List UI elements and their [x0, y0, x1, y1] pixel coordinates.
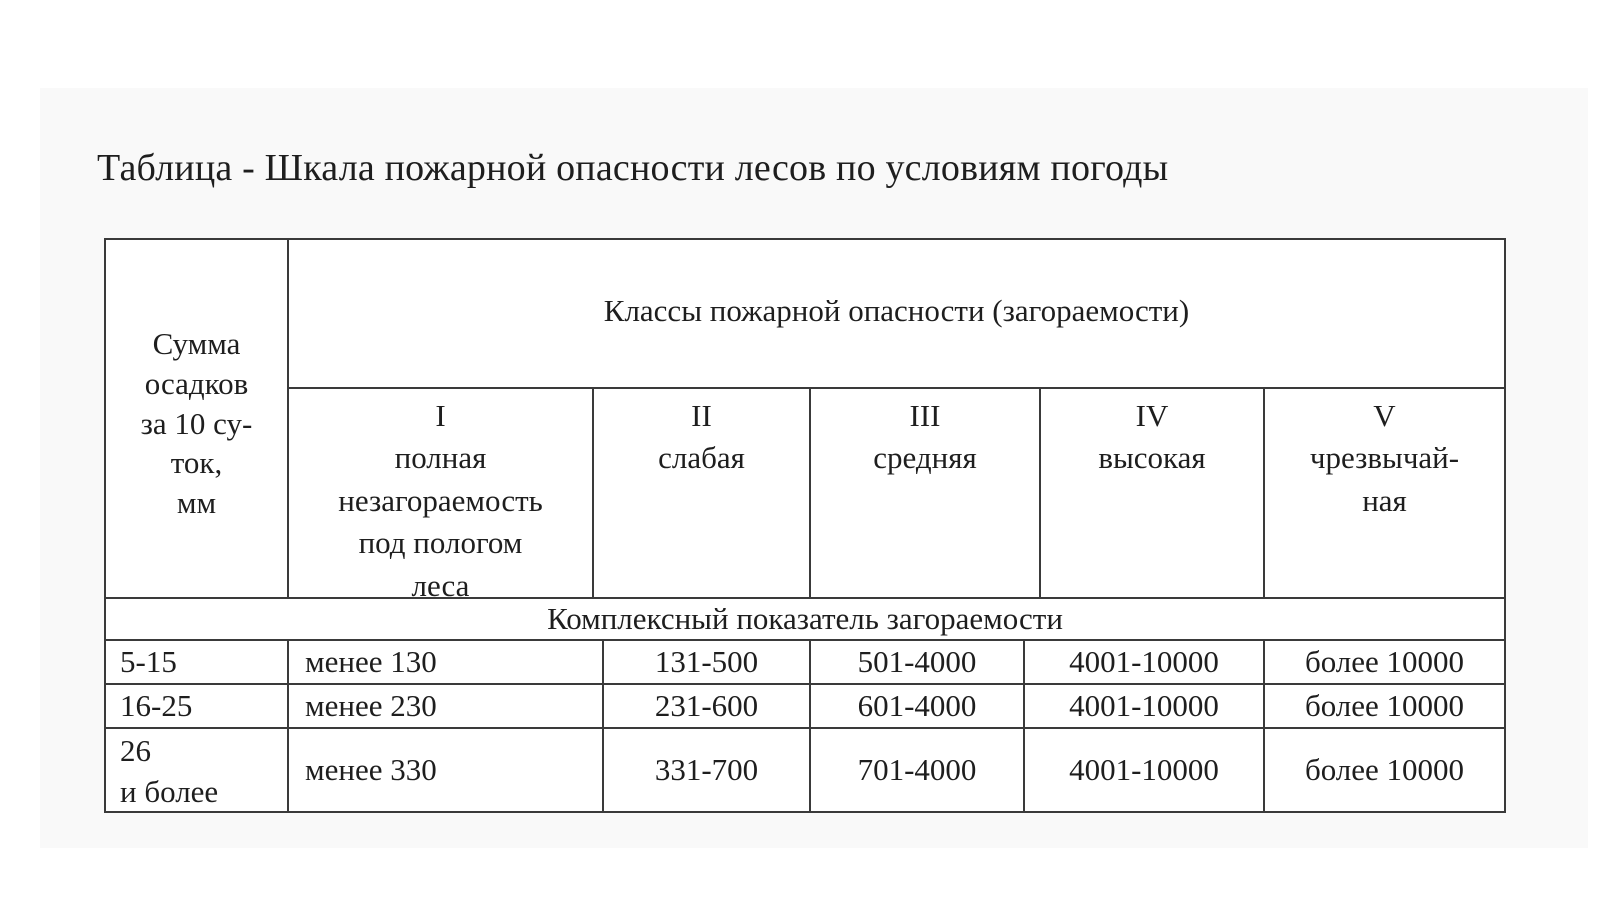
- header-precipitation-line: мм: [176, 485, 217, 520]
- precipitation-value: 5-15: [120, 644, 177, 680]
- value-cell-class-3: 601-4000: [810, 684, 1024, 728]
- precipitation-cell: [104, 640, 288, 684]
- value-cell-class-5: более 10000: [1264, 728, 1506, 813]
- class-numeral: V: [1373, 398, 1396, 433]
- class-numeral: II: [691, 398, 712, 433]
- header-precipitation-line: ток,: [170, 445, 223, 481]
- header-precipitation: [104, 238, 288, 598]
- value-cell-class-5: более 10000: [1264, 640, 1506, 684]
- precipitation-cell: [104, 728, 288, 813]
- section-header-row: [104, 598, 1506, 640]
- value-cell-class-4: 4001-10000: [1024, 684, 1264, 728]
- header-class-2: [593, 388, 810, 598]
- class-numeral: I: [435, 398, 446, 433]
- header-precipitation-line: осадков: [144, 365, 249, 401]
- class-label-line: средняя: [873, 440, 977, 476]
- header-precipitation-line: Сумма: [152, 326, 241, 362]
- page-title: Таблица - Шкала пожарной опасности лесов по условиям погоды: [97, 147, 1169, 189]
- header-class-1: [288, 388, 593, 603]
- value-cell-class-5: более 10000: [1264, 684, 1506, 728]
- header-class-5: [1264, 388, 1506, 598]
- class-label-line: слабая: [658, 440, 745, 476]
- class-label-line: ная: [1362, 482, 1407, 518]
- header-classes-label: Классы пожарной опасности (загораемости): [603, 292, 1190, 328]
- class-label-line: чрезвычай-: [1309, 440, 1460, 476]
- value-cell-class-1: менее 130: [288, 640, 603, 684]
- header-classes: [288, 238, 1506, 388]
- class-label-line: высокая: [1098, 440, 1206, 476]
- value-cell-class-2: 331-700: [603, 728, 810, 813]
- fire-danger-table: [104, 238, 1506, 813]
- header-precipitation-line: за 10 су-: [140, 405, 253, 441]
- value-cell-class-4: 4001-10000: [1024, 728, 1264, 813]
- header-class-4: [1040, 388, 1264, 598]
- precipitation-value: 16-25: [120, 688, 193, 724]
- header-class-3: [810, 388, 1040, 598]
- value-cell-class-2: 131-500: [603, 640, 810, 684]
- value-cell-class-2: 231-600: [603, 684, 810, 728]
- precipitation-value: 26: [120, 733, 151, 768]
- class-label-line: полная: [394, 440, 487, 476]
- class-label-line: под пологом: [358, 525, 523, 561]
- value-cell-class-1: менее 330: [288, 728, 603, 813]
- value-cell-class-1: менее 230: [288, 684, 603, 728]
- value-cell-class-4: 4001-10000: [1024, 640, 1264, 684]
- value-cell-class-3: 701-4000: [810, 728, 1024, 813]
- value-cell-class-3: 501-4000: [810, 640, 1024, 684]
- precipitation-value: и более: [120, 773, 219, 809]
- class-numeral: IV: [1135, 398, 1169, 433]
- section-header-label: Комплексный показатель загораемости: [547, 601, 1063, 637]
- class-label-line: незагораемость: [338, 482, 543, 518]
- precipitation-cell: [104, 684, 288, 728]
- class-numeral: III: [909, 398, 941, 433]
- class-label-line: леса: [411, 567, 470, 603]
